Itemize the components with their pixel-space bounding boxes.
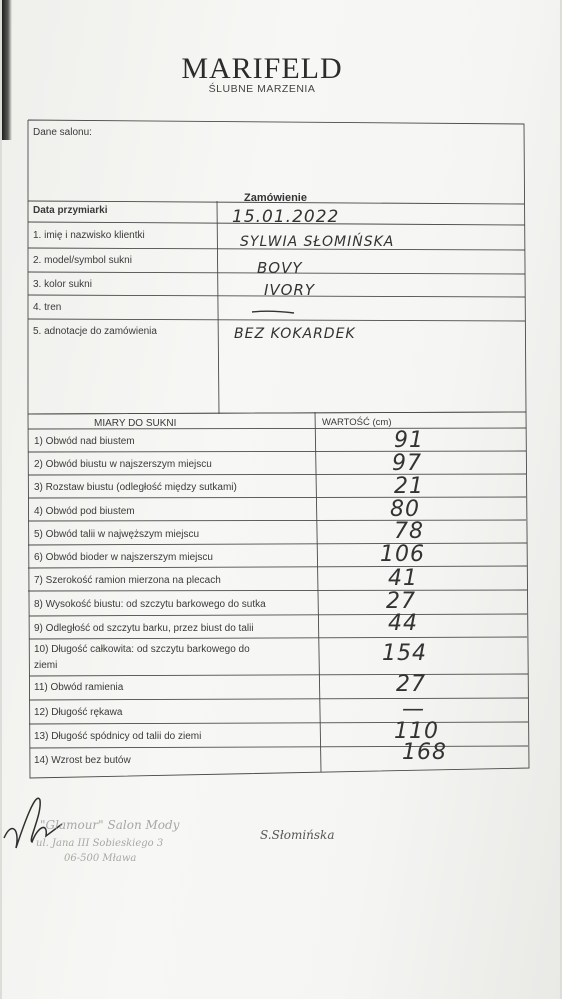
salon-stamp-name: "Glamour" Salon Mody bbox=[40, 818, 180, 832]
order-title: Zamówienie bbox=[244, 192, 307, 204]
fitting-date-label: Data przymiarki bbox=[33, 205, 108, 216]
measure-label-10: 10) Długość całkowita: od szczytu barkowego do bbox=[34, 644, 250, 655]
measure-label-14: 14) Wzrost bez butów bbox=[34, 755, 131, 766]
measure-value-4: 80 bbox=[390, 497, 420, 522]
salon-stamp-city: 06-500 Mława bbox=[64, 853, 137, 864]
model-label: 2. model/symbol sukni bbox=[33, 255, 132, 266]
measure-value-6: 106 bbox=[380, 542, 425, 567]
measure-value-5: 78 bbox=[394, 519, 424, 544]
measure-label-5: 5) Obwód talii w najwęższym miejscu bbox=[34, 529, 200, 540]
model-value: BOVY bbox=[257, 259, 303, 277]
order-form-sheet bbox=[2, 0, 560, 999]
measure-value-9: 44 bbox=[388, 611, 418, 636]
measure-label-1: 1) Obwód nad biustem bbox=[34, 436, 135, 447]
measure-label-7: 7) Szerokość ramion mierzona na plecach bbox=[34, 575, 221, 586]
measure-value-13: 110 bbox=[394, 719, 439, 744]
measure-value-8: 27 bbox=[386, 589, 416, 614]
measure-label-3: 3) Rozstaw biustu (odległość między sutkami) bbox=[34, 482, 237, 493]
color-label: 3. kolor sukni bbox=[33, 279, 92, 290]
measure-label-4: 4) Obwód pod biustem bbox=[34, 506, 135, 517]
measure-value-11: 27 bbox=[396, 672, 426, 697]
measure-label-8: 8) Wysokość biustu: od szczytu barkowego do sutka bbox=[34, 599, 266, 610]
brand-name: MARIFELD bbox=[181, 52, 343, 85]
notes-value: BEZ KOKARDEK bbox=[234, 326, 356, 342]
measure-value-1: 91 bbox=[394, 428, 424, 453]
measure-label-13: 13) Długość spódnicy od talii do ziemi bbox=[34, 731, 202, 742]
fitting-date-value: 15.01.2022 bbox=[232, 207, 340, 227]
notes-label: 5. adnotacje do zamówienia bbox=[33, 326, 157, 337]
measure-value-14: 168 bbox=[402, 740, 447, 765]
client-name-value: SYLWIA SŁOMIŃSKA bbox=[240, 234, 395, 250]
client-name-label: 1. imię i nazwisko klientki bbox=[33, 230, 145, 241]
color-value: IVORY bbox=[264, 281, 316, 299]
value-header: WARTOŚĆ (cm) bbox=[322, 417, 392, 428]
measure-label-9: 9) Odległość od szczytu barku, przez biust do talii bbox=[34, 623, 254, 634]
measure-label-6: 6) Obwód bioder w najszerszym miejscu bbox=[34, 552, 213, 563]
measure-label-2: 2) Obwód biustu w najszerszym miejscu bbox=[34, 459, 212, 470]
form-grid bbox=[2, 0, 560, 999]
measure-label-12: 12) Długość rękawa bbox=[34, 707, 123, 718]
measure-value-12: — bbox=[402, 697, 425, 722]
brand-tagline: ŚLUBNE MARZENIA bbox=[208, 83, 316, 95]
measure-value-10: 154 bbox=[382, 641, 427, 666]
measure-value-2: 97 bbox=[392, 451, 422, 476]
measure-value-7: 41 bbox=[388, 566, 418, 591]
measure-value-3: 21 bbox=[394, 474, 424, 499]
measure-label-11: 11) Obwód ramienia bbox=[34, 682, 124, 693]
train-label: 4. tren bbox=[33, 302, 62, 313]
salon-data-label: Dane salonu: bbox=[33, 127, 92, 138]
salon-stamp-address: ul. Jana III Sobieskiego 3 bbox=[36, 838, 164, 849]
measure-label-10-cont: ziemi bbox=[34, 660, 58, 671]
measurements-header: MIARY DO SUKNI bbox=[94, 418, 177, 429]
client-signature: S.Słomińska bbox=[260, 828, 335, 842]
